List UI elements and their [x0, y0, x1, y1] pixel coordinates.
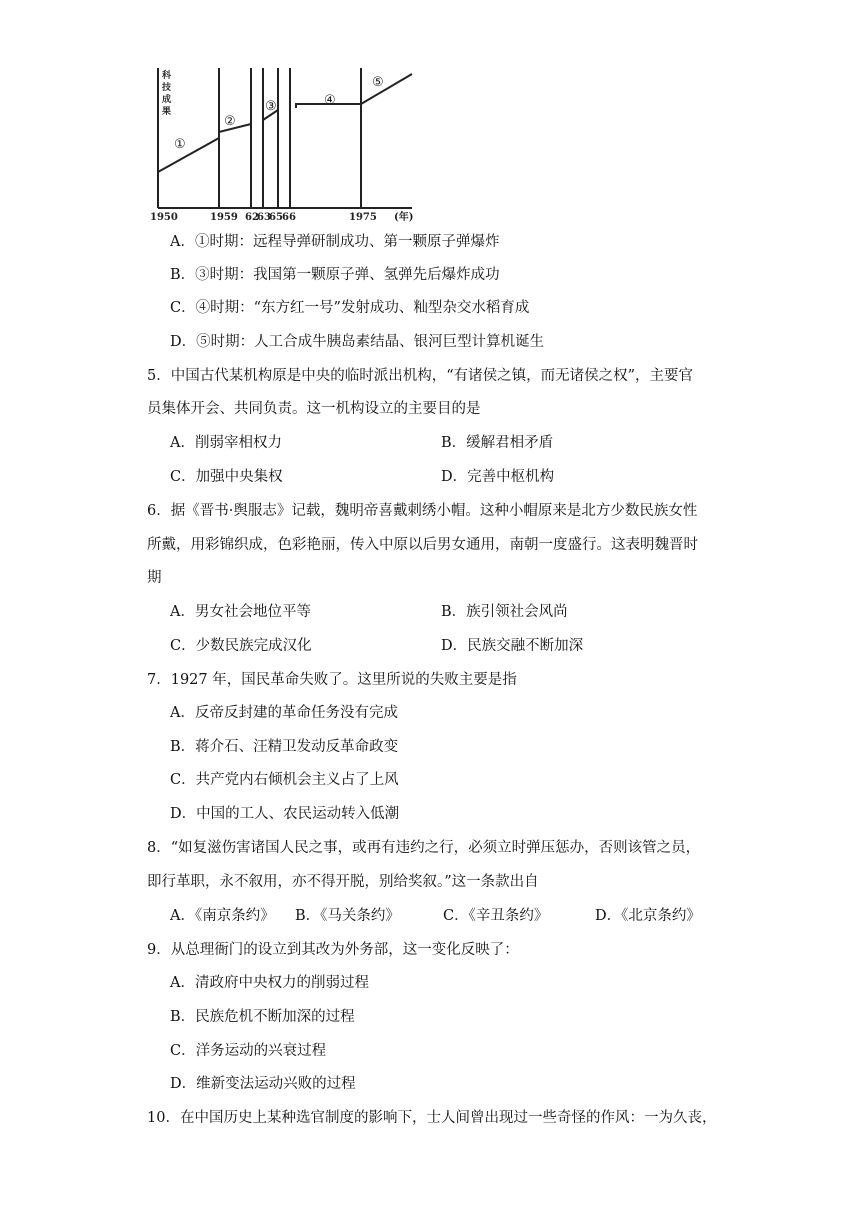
q9-option-b[interactable]: B．民族危机不断加深的过程	[170, 1009, 355, 1025]
q8-stem-line1: 8．“如复滋伤害诸国人民之事，或再有违约之行，必须立时弹压惩办，否则该管之员，	[147, 840, 701, 856]
q8-option-a[interactable]: A．《南京条约》	[170, 908, 275, 924]
q6-option-b[interactable]: B．族引领社会风尚	[441, 604, 568, 620]
q7-option-d[interactable]: D．中国的工人、农民运动转入低潮	[170, 806, 400, 822]
x-tick-62: 62	[245, 212, 259, 223]
q6-option-d[interactable]: D．民族交融不断加深	[441, 638, 584, 654]
q7-option-a[interactable]: A．反帝反封建的革命任务没有完成	[170, 705, 398, 721]
q5-option-c[interactable]: C．加强中央集权	[170, 469, 283, 485]
period-label-1: ①	[174, 137, 186, 152]
x-tick-66: 66	[282, 212, 296, 223]
q6-stem-line2: 所戴，用彩锦织成，色彩艳丽，传入中原以后男女通用，南朝一度盛行。这表明魏晋时	[147, 537, 698, 553]
period-label-4: ④	[324, 93, 336, 108]
x-tick-1959: 1959	[210, 212, 238, 223]
q9-option-a[interactable]: A．清政府中央权力的削弱过程	[170, 975, 369, 991]
q4-option-d[interactable]: D．⑤时期：人工合成牛胰岛素结晶、银河巨型计算机诞生	[170, 334, 545, 350]
q4-option-b[interactable]: B．③时期：我国第一颗原子弹、氢弹先后爆炸成功	[170, 267, 500, 283]
x-tick-63: 63	[257, 212, 271, 223]
y-axis-label-4: 果	[162, 107, 172, 117]
y-axis-label-3: 成	[162, 95, 172, 105]
q6-option-a[interactable]: A．男女社会地位平等	[170, 604, 311, 620]
period-label-2: ②	[224, 114, 236, 129]
q5-option-a[interactable]: A．削弱宰相权力	[170, 435, 282, 451]
q7-option-c[interactable]: C．共产党内右倾机会主义占了上风	[170, 772, 399, 788]
q5-stem-line2: 员集体开会、共同负责。这一机构设立的主要目的是	[147, 401, 481, 417]
q7-option-b[interactable]: B．蒋介石、汪精卫发动反革命政变	[170, 739, 399, 755]
q7-stem-line1: 7．1927 年，国民革命失败了。这里所说的失败主要是指	[147, 672, 517, 688]
q4-option-c[interactable]: C．④时期：“东方红一号”发射成功、籼型杂交水稻育成	[170, 300, 530, 316]
q8-option-c[interactable]: C．《辛丑条约》	[443, 908, 549, 924]
q9-option-d[interactable]: D．维新变法运动兴败的过程	[170, 1076, 356, 1092]
y-axis-label-2: 技	[162, 83, 172, 93]
x-tick-1975: 1975	[349, 212, 377, 223]
q10-stem-line1: 10．在中国历史上某种选官制度的影响下，士人间曾出现过一些奇怪的作风：一为久丧，	[147, 1110, 717, 1126]
trend-period-1	[158, 138, 219, 172]
q6-stem-line1: 6．据《晋书·舆服志》记载，魏明帝喜戴刺绣小帽。这种小帽原来是北方少数民族女性	[147, 503, 698, 519]
science-achievement-chart	[150, 60, 430, 225]
q6-stem-line3: 期	[147, 570, 162, 586]
q5-stem-line1: 5．中国古代某机构原是中央的临时派出机构，“有诸侯之镇，而无诸侯之权”，主要官	[147, 368, 694, 384]
y-axis-label-1: 科	[162, 71, 172, 81]
q5-option-d[interactable]: D．完善中枢机构	[441, 469, 555, 485]
x-tick-1950: 1950	[150, 212, 178, 223]
x-tick-65: 65	[269, 212, 283, 223]
q8-option-b[interactable]: B．《马关条约》	[295, 908, 400, 924]
q8-stem-line2: 即行革职，永不叙用，亦不得开脱，别给奖叙。”这一条款出自	[147, 874, 539, 890]
q8-option-d[interactable]: D．《北京条约》	[595, 908, 701, 924]
period-label-3: ③	[265, 99, 277, 114]
period-label-5: ⑤	[372, 75, 384, 90]
q5-option-b[interactable]: B．缓解君相矛盾	[441, 435, 554, 451]
q9-option-c[interactable]: C．洋务运动的兴衰过程	[170, 1043, 327, 1059]
q9-stem-line1: 9．从总理衙门的设立到其改为外务部，这一变化反映了：	[147, 942, 519, 958]
x-unit: (年)	[394, 212, 414, 223]
q4-option-a[interactable]: A．①时期：远程导弹研制成功、第一颗原子弹爆炸	[170, 234, 500, 250]
trend-period-5	[361, 74, 412, 104]
q6-option-c[interactable]: C．少数民族完成汉化	[170, 638, 312, 654]
